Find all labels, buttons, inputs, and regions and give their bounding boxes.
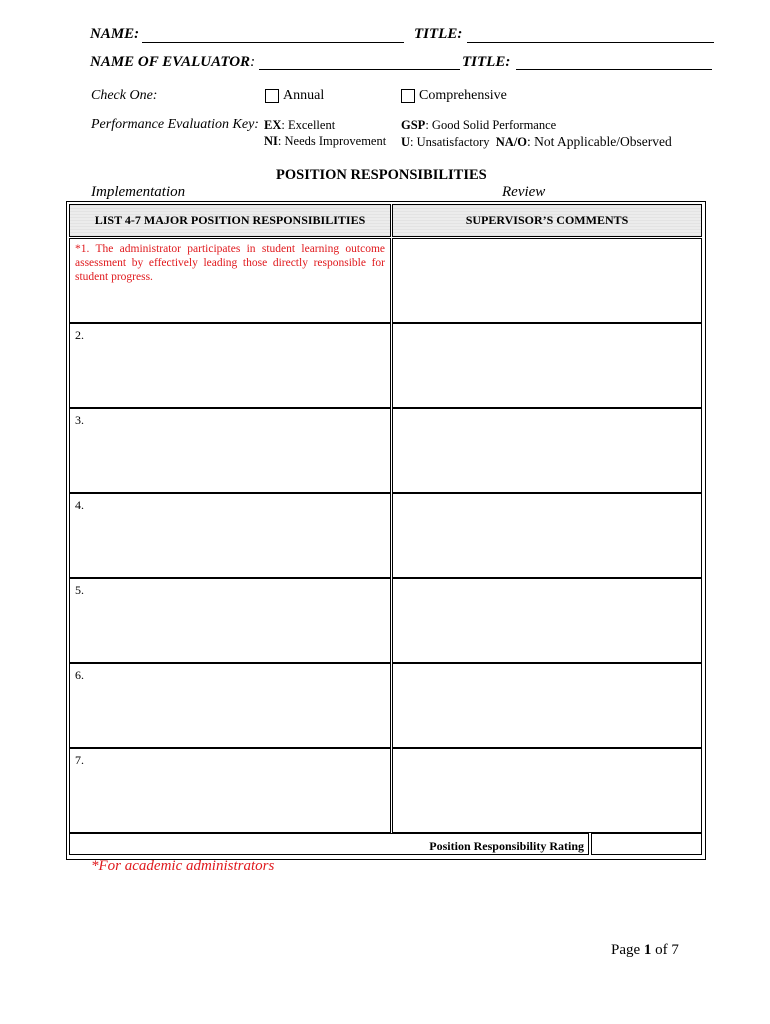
responsibility-cell-1[interactable]: *1. The administrator participates in student learning outcome assessment by effectively leading those directly responsible for student progress.: [69, 238, 391, 323]
comment-cell-1[interactable]: [392, 238, 702, 323]
comprehensive-checkbox[interactable]: [401, 89, 415, 103]
responsibility-cell-6[interactable]: 6.: [69, 663, 391, 748]
name-field[interactable]: [142, 42, 404, 43]
key-label: Performance Evaluation Key:: [91, 117, 259, 132]
annual-label: Annual: [283, 88, 325, 103]
evaluator-label: NAME OF EVALUATOR:: [90, 54, 256, 70]
key-gsp: GSP: Good Solid Performance: [401, 118, 557, 132]
title-field[interactable]: [467, 42, 714, 43]
key-u-nao: U: Unsatisfactory NA/O: Not Applicable/Observed: [401, 134, 672, 149]
comment-cell-5[interactable]: [392, 578, 702, 663]
responsibilities-table: [66, 201, 706, 860]
key-ex: EX: Excellent: [264, 118, 336, 132]
evaluator-field[interactable]: [259, 69, 460, 70]
responsibility-cell-2[interactable]: 2.: [69, 323, 391, 408]
col-header-comments: SUPERVISOR’S COMMENTS: [392, 204, 702, 237]
implementation-subtitle: Implementation: [91, 184, 186, 200]
section-title: POSITION RESPONSIBILITIES: [276, 167, 487, 183]
responsibility-cell-3[interactable]: 3.: [69, 408, 391, 493]
comment-cell-6[interactable]: [392, 663, 702, 748]
comment-cell-2[interactable]: [392, 323, 702, 408]
responsibility-cell-5[interactable]: 5.: [69, 578, 391, 663]
comment-cell-3[interactable]: [392, 408, 702, 493]
footnote: *For academic administrators: [91, 858, 275, 874]
key-ni: NI: Needs Improvement: [264, 134, 387, 148]
title-label: TITLE:: [414, 26, 463, 42]
rating-value-cell[interactable]: [591, 833, 702, 855]
annual-checkbox[interactable]: [265, 89, 279, 103]
responsibility-cell-7[interactable]: 7.: [69, 748, 391, 833]
review-subtitle: Review: [502, 184, 546, 200]
responsibility-cell-4[interactable]: 4.: [69, 493, 391, 578]
name-label: NAME:: [90, 26, 140, 42]
comprehensive-label: Comprehensive: [419, 88, 507, 103]
comment-cell-7[interactable]: [392, 748, 702, 833]
comment-cell-4[interactable]: [392, 493, 702, 578]
page-number: Page 1 of 7: [611, 942, 679, 958]
evaluator-title-label: TITLE:: [462, 54, 511, 70]
rating-label-cell: Position Responsibility Rating: [69, 833, 589, 855]
col-header-responsibilities: LIST 4-7 MAJOR POSITION RESPONSIBILITIES: [69, 204, 391, 237]
evaluator-title-field[interactable]: [516, 69, 712, 70]
check-one-label: Check One:: [91, 88, 158, 103]
